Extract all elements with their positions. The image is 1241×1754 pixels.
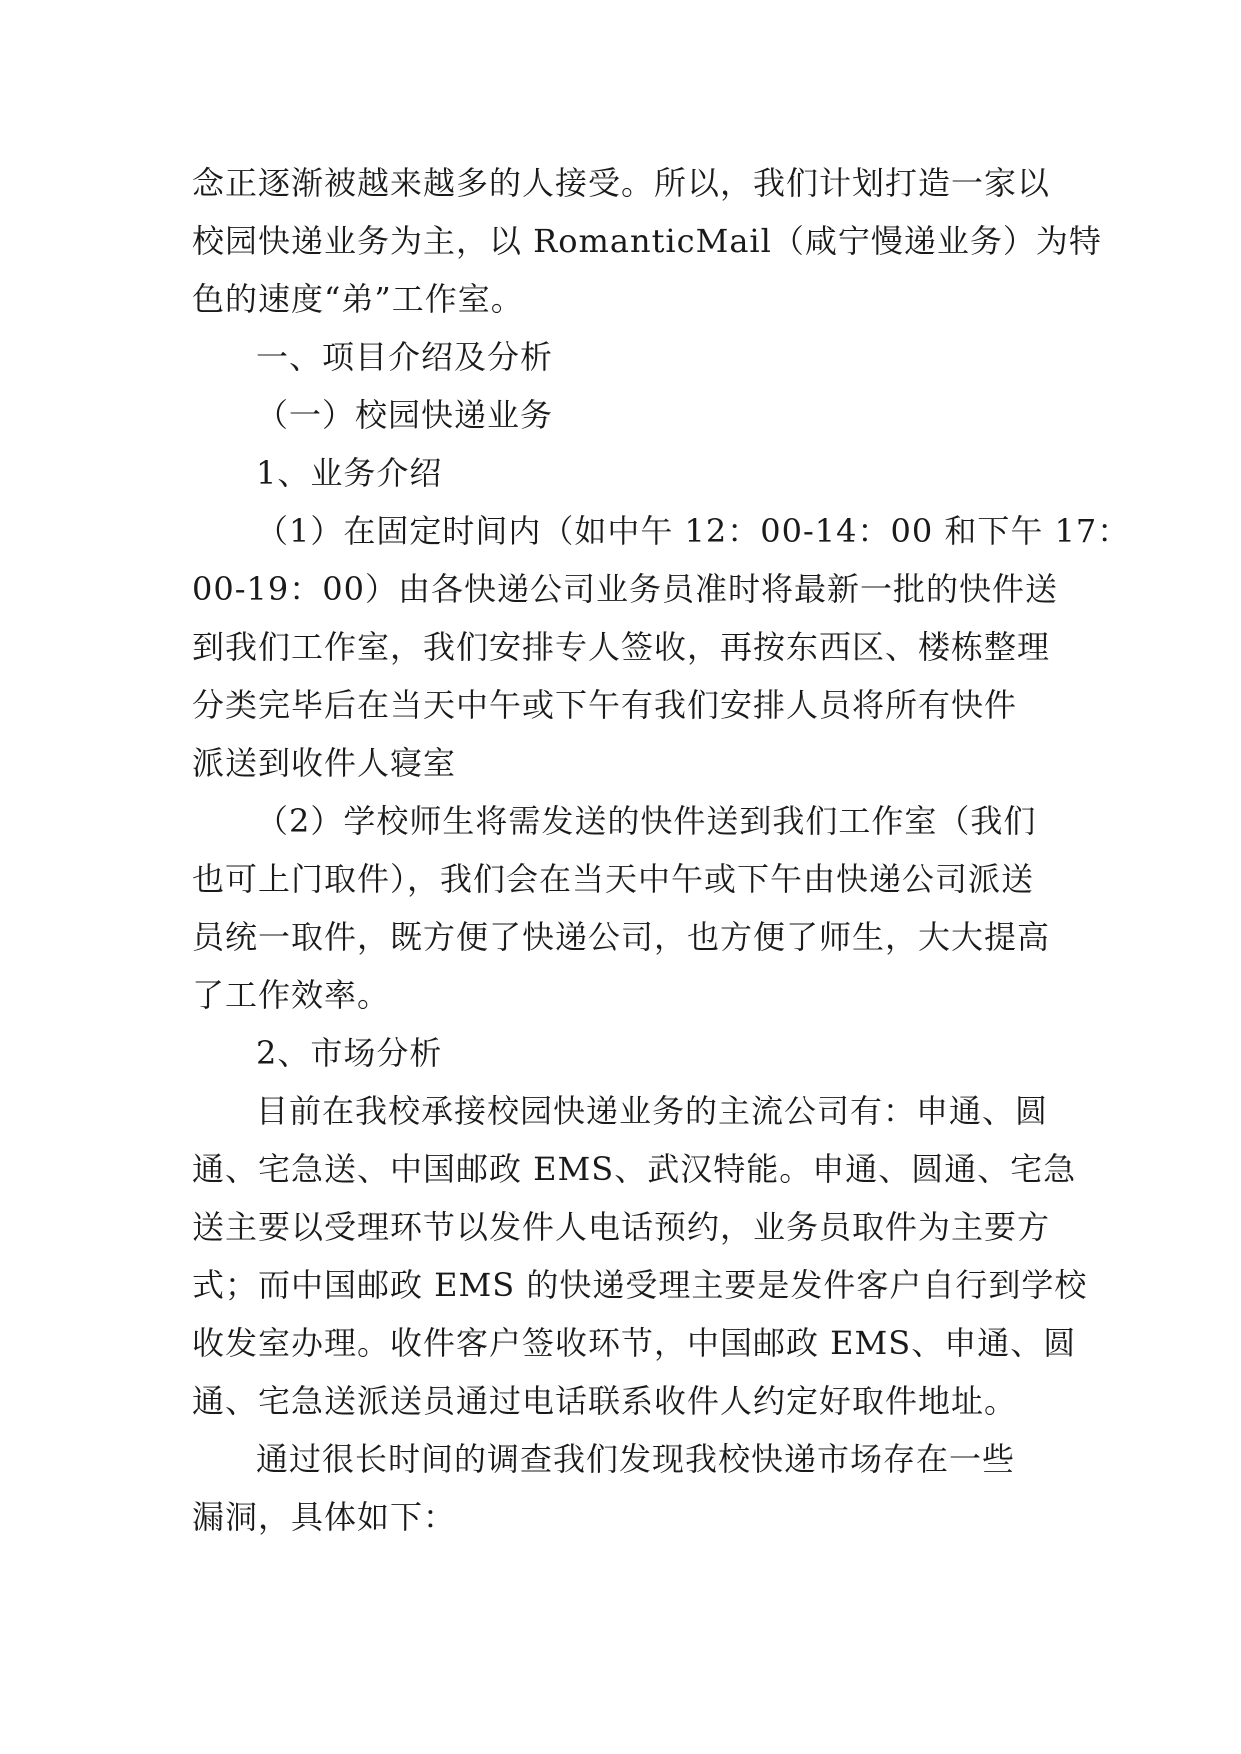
section-heading: 一、项目介绍及分析 xyxy=(256,338,554,376)
item-heading: 2、市场分析 xyxy=(256,1034,443,1072)
subsection-heading: （一）校园快递业务 xyxy=(256,396,554,434)
item-heading: 1、业务介绍 xyxy=(256,454,443,492)
text-line: 通、宅急送派送员通过电话联系收件人约定好取件地址。 xyxy=(192,1382,1018,1420)
text-line: 漏洞，具体如下： xyxy=(192,1498,457,1536)
text-line: 收发室办理。收件客户签收环节，中国邮政 EMS、申通、圆 xyxy=(192,1324,1077,1362)
text-line: 00-19：00）由各快递公司业务员准时将最新一批的快件送 xyxy=(192,570,1058,608)
text-line: 式；而中国邮政 EMS 的快递受理主要是发件客户自行到学校 xyxy=(192,1266,1088,1304)
text-line: 派送到收件人寝室 xyxy=(192,744,457,782)
text-line: 也可上门取件），我们会在当天中午或下午由快递公司派送 xyxy=(192,860,1035,898)
text-line: 念正逐渐被越来越多的人接受。所以，我们计划打造一家以 xyxy=(192,164,1051,202)
text-line: （2）学校师生将需发送的快件送到我们工作室（我们 xyxy=(256,802,1037,840)
text-line: 分类完毕后在当天中午或下午有我们安排人员将所有快件 xyxy=(192,686,1018,724)
text-line: 校园快递业务为主，以 RomanticMail（咸宁慢递业务）为特 xyxy=(192,222,1102,260)
text-line: 色的速度“弟”工作室。 xyxy=(192,280,524,318)
text-line: 了工作效率。 xyxy=(192,976,391,1014)
text-line: （1）在固定时间内（如中午 12：00-14：00 和下午 17： xyxy=(256,512,1131,550)
text-line: 到我们工作室，我们安排专人签收，再按东西区、楼栋整理 xyxy=(192,628,1051,666)
text-line: 员统一取件，既方便了快递公司，也方便了师生，大大提高 xyxy=(192,918,1051,956)
text-line: 目前在我校承接校园快递业务的主流公司有：申通、圆 xyxy=(256,1092,1049,1130)
document-body xyxy=(192,154,1131,1546)
text-line: 送主要以受理环节以发件人电话预约，业务员取件为主要方 xyxy=(192,1208,1051,1246)
text-line: 通、宅急送、中国邮政 EMS、武汉特能。申通、圆通、宅急 xyxy=(192,1150,1077,1188)
text-line: 通过很长时间的调查我们发现我校快递市场存在一些 xyxy=(256,1440,1016,1478)
